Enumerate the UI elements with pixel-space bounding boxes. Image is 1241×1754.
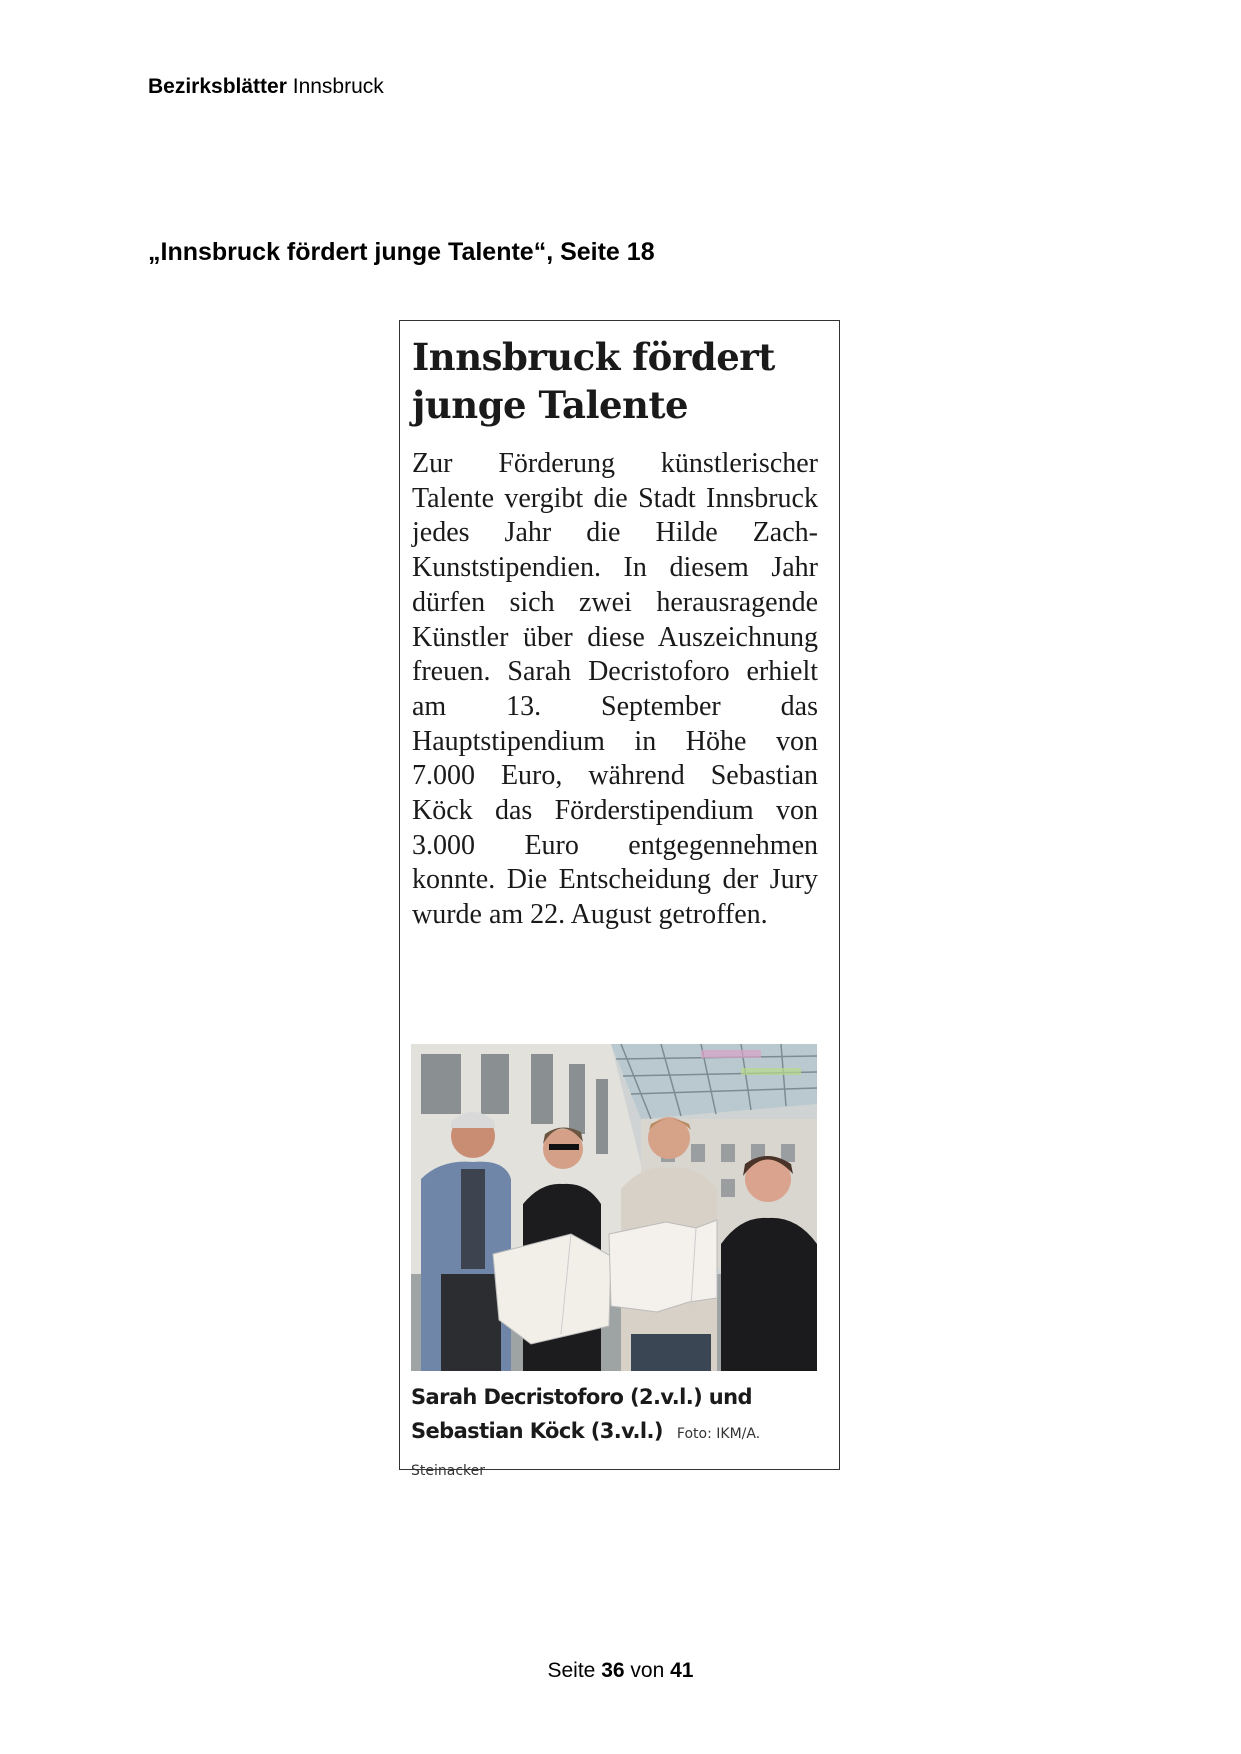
headline-line-2: junge Talente [412, 383, 689, 427]
publication-edition: Innsbruck [292, 75, 384, 98]
article-photo [411, 1044, 817, 1371]
current-page-number: 36 [601, 1659, 625, 1682]
headline-line-1: Innsbruck fördert [412, 335, 775, 379]
footer-prefix: Seite [547, 1659, 596, 1682]
article-headline [412, 333, 832, 429]
publication-name: Bezirksblätter [148, 75, 287, 98]
photo-credit: Foto: IKM/A. Steinacker [411, 1426, 761, 1479]
footer-separator: von [630, 1659, 665, 1682]
page-header [148, 74, 384, 100]
newspaper-clipping [399, 320, 840, 1479]
article-body: Zur Förderung künstlerischer Talente vergibt die Stadt Innsbruck jedes Jahr die Hilde Zach-Kunststipendien. In diesem Jahr dürfen sich zwei herausragende Künstler über diese Auszeichnung freuen. Sarah Decristoforo erhielt am 13. September das Hauptstipendium in Höhe von 7.000 Euro, während Sebastian Köck das Förderstipendium von 3.000 Euro entgegennehmen konnte. Die Entscheidung der Jury wurde am 22. August getroffen. [412, 448, 818, 931]
total-page-count: 41 [670, 1659, 694, 1682]
section-title: „Innsbruck fördert junge Talente“, Seite 18 [148, 238, 655, 266]
photo-caption [411, 1380, 831, 1488]
page-footer [0, 1658, 1241, 1684]
caption-text: Sarah Decristoforo (2.v.l.) und Sebastian Köck (3.v.l.) [411, 1385, 752, 1443]
